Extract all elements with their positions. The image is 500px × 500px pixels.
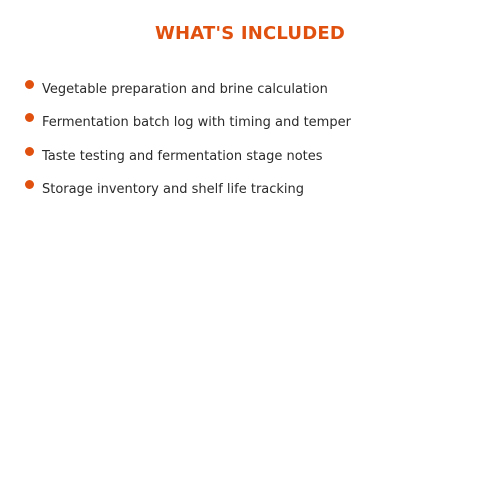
bullet-icon (25, 80, 34, 89)
list-item-label: Fermentation batch log with timing and temper (42, 115, 351, 131)
list-item-label: Vegetable preparation and brine calculation (42, 82, 328, 97)
bullet-icon (25, 147, 34, 156)
list-item-label: Storage inventory and shelf life tracking (42, 182, 305, 198)
list-item (0, 179, 500, 212)
list-item (0, 112, 500, 145)
bullet-icon (25, 113, 34, 122)
list-item-label: Taste testing and fermentation stage notes (42, 148, 323, 164)
page-title: WHAT'S INCLUDED (154, 23, 346, 44)
list-item (0, 79, 500, 112)
bullet-icon (25, 180, 34, 189)
included-list (0, 79, 500, 213)
list-item (0, 146, 500, 179)
